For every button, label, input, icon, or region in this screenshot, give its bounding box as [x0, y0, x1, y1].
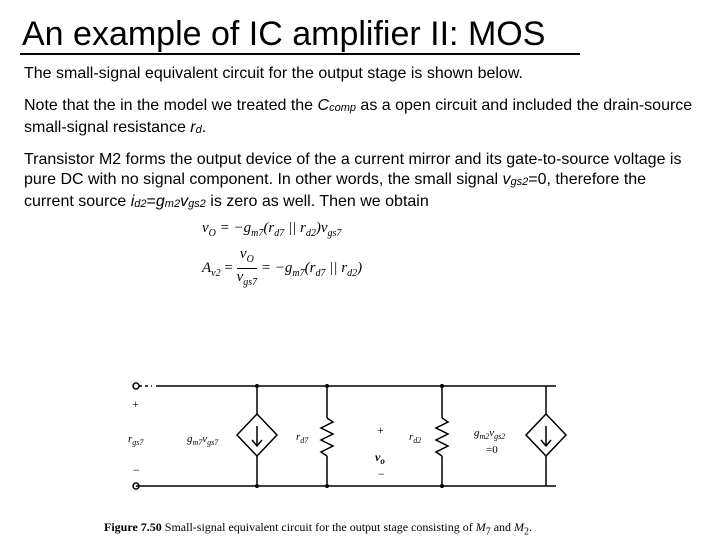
vo-label: $v_o$ — [375, 450, 385, 466]
p3-text1: Transistor M2 forms the output device of the a current mirror and its gate-to-source voltage is pure DC with no signal component. In other words, the small signal — [24, 151, 682, 188]
junction-dot — [255, 384, 259, 388]
junction-dot — [440, 384, 444, 388]
caption-m7-sub: 7 — [485, 526, 491, 538]
eq2-den-sub: gs7 — [243, 277, 258, 288]
junction-dot — [440, 484, 444, 488]
eq1-paren: (r — [263, 220, 275, 236]
eq2-gm-sub: m7 — [292, 267, 305, 279]
caption-m2: M — [514, 520, 525, 534]
p2-after: . — [201, 119, 207, 136]
paragraph-1: The small-signal equivalent circuit for the output stage is shown below. — [24, 65, 523, 82]
caption-m2-sub: 2 — [524, 526, 530, 538]
p3-v2: v — [180, 193, 189, 210]
eq2-num: v — [239, 246, 247, 262]
output-minus-label: − — [378, 467, 385, 481]
output-plus-label: + — [377, 423, 384, 437]
gm2-zero-label: =0 — [486, 444, 498, 456]
caption-m7: M — [475, 520, 486, 534]
eq2-rhs: = −g — [257, 259, 293, 276]
p3-v-sub: gs2 — [510, 176, 529, 188]
caption-end: . — [529, 520, 533, 534]
junction-dot — [325, 384, 329, 388]
gm7-label: $g_{m7}v_{gs7}$ — [187, 433, 219, 447]
eq1-rd2-sub: d2 — [305, 228, 316, 239]
rd7-label: $r_{d7}$ — [296, 431, 309, 445]
p2-middle: as a open circuit and included the drain-source small-signal resistance — [24, 97, 693, 136]
eq2-lhs: A — [202, 259, 212, 276]
p2-c-sub: comp — [329, 102, 356, 114]
eq2-rd2-sub: d2 — [347, 267, 358, 279]
rd2-label: $r_{d2}$ — [409, 431, 422, 445]
rgs7-label: $r_{gs7}$ — [128, 433, 144, 447]
eq1-rd7-sub: d7 — [274, 228, 285, 239]
p3-g: g — [155, 193, 165, 210]
p2-c: C — [317, 97, 330, 114]
eq1-close: )v — [315, 220, 328, 236]
p3-text3: is zero as well. Then we obtain — [205, 193, 429, 210]
eq2-num-sub: O — [246, 254, 254, 265]
input-minus-label: − — [133, 463, 140, 477]
p3-text2: =0, therefore the current source — [24, 171, 647, 210]
figure-caption — [104, 520, 664, 537]
input-terminal-top — [133, 383, 139, 389]
eq1-par: || r — [284, 220, 306, 236]
junction-dot — [255, 484, 259, 488]
input-plus-label: + — [132, 397, 139, 411]
eq2-paren: (r — [304, 259, 316, 276]
p3-v: v — [502, 171, 511, 188]
eq1-rhs: = −g — [215, 220, 252, 236]
eq2-eq: = — [220, 259, 237, 276]
slide-title: An example of IC amplifier II: MOS — [22, 15, 546, 53]
eq2-lhs-sub: v2 — [211, 267, 221, 279]
p3-eq: = — [146, 193, 156, 210]
p2-r-sub: d — [195, 124, 202, 136]
p2-r: r — [190, 119, 196, 136]
eq2-den: v — [236, 269, 244, 285]
rd2-resistor — [436, 418, 448, 456]
eq1-gm-sub: m7 — [251, 228, 264, 239]
eq2-par: || r — [325, 259, 348, 276]
eq1-lhs: v — [202, 220, 209, 236]
caption-label: Figure 7.50 — [104, 520, 162, 534]
p2-before: Note that the in the model we treated the — [24, 97, 318, 114]
p3-v2-sub: gs2 — [188, 198, 206, 210]
caption-and: and — [490, 520, 515, 534]
eq1-vgs-sub: gs7 — [327, 228, 342, 239]
eq2-close: ) — [357, 259, 363, 276]
p3-g-sub: m2 — [164, 198, 181, 210]
p3-i-sub: d2 — [134, 198, 147, 210]
junction-dot — [325, 484, 329, 488]
p3-i: i — [130, 193, 135, 210]
rd7-resistor — [321, 418, 333, 456]
eq1-lhs-sub: O — [208, 228, 216, 239]
eq2-rd7-sub: d7 — [315, 267, 326, 279]
caption-text: Small-signal equivalent circuit for the output stage consisting of — [161, 520, 476, 534]
gm2-label: $g_{m2}v_{gs2}$ — [474, 427, 506, 441]
